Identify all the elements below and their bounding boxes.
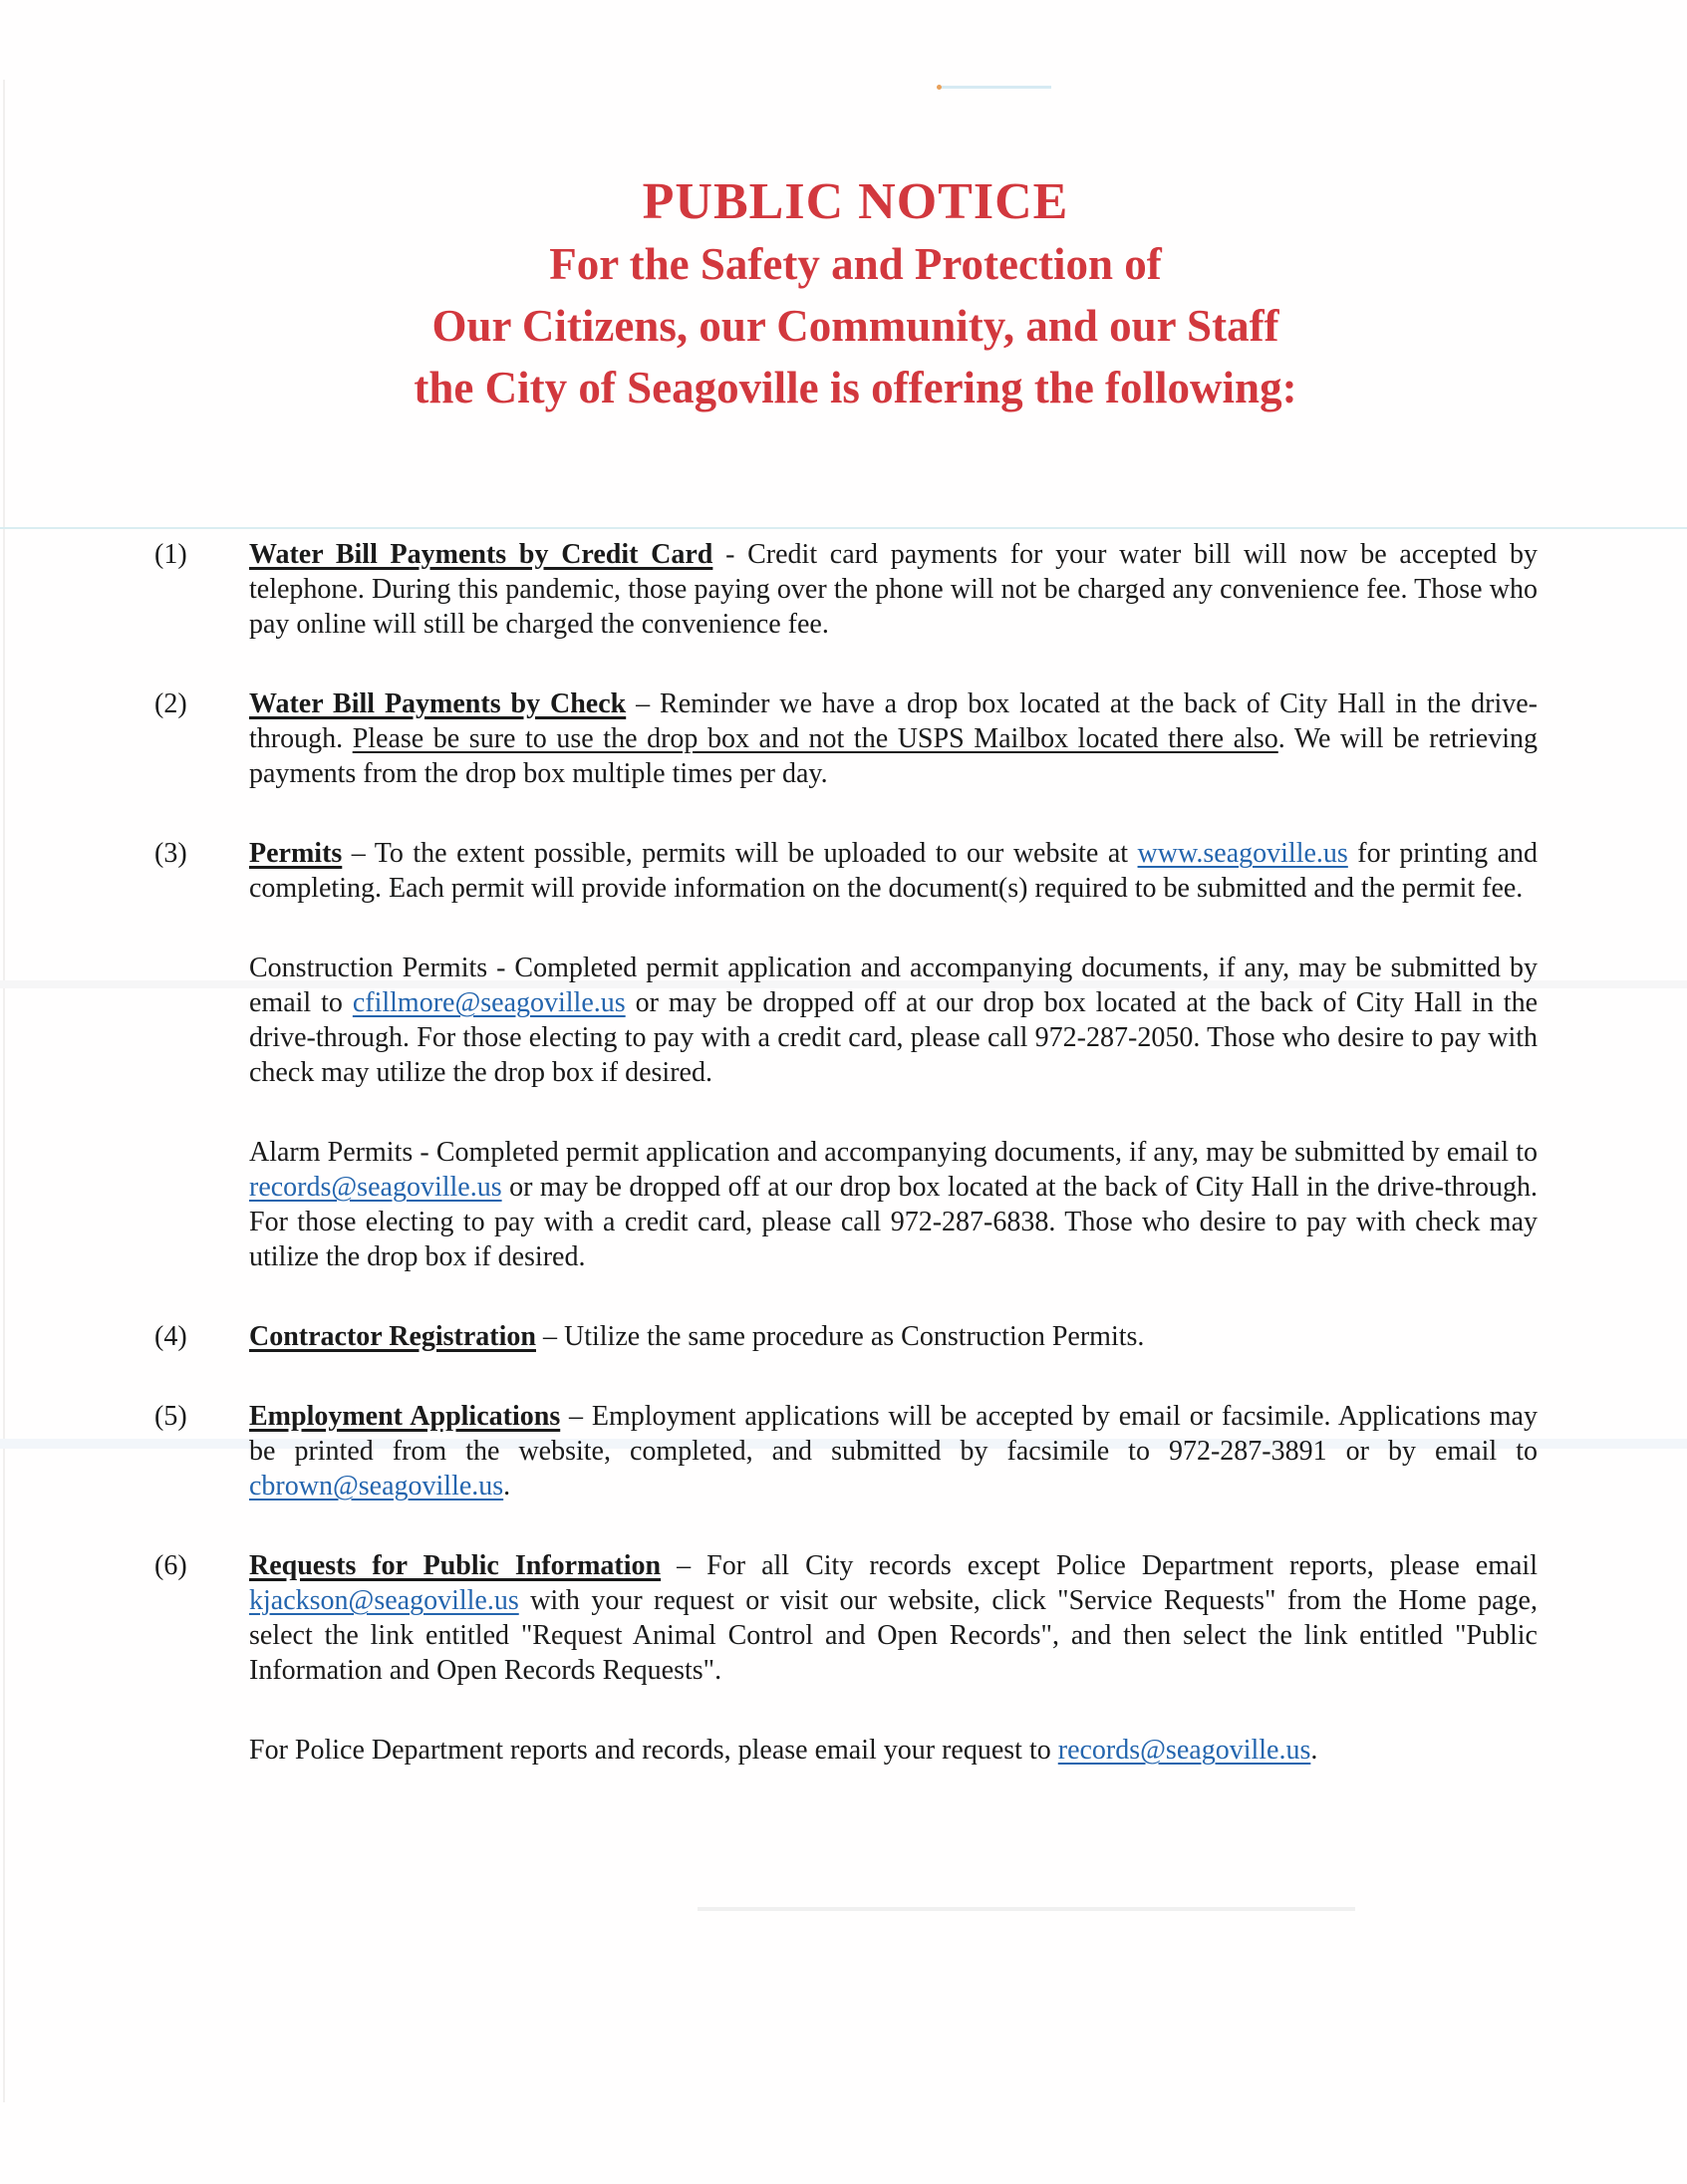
text-run: For Police Department reports and records, please email your request to — [249, 1735, 1058, 1766]
title-line-4: the City of Seagoville is offering the following: — [414, 363, 1297, 412]
title-line-1: PUBLIC NOTICE — [642, 173, 1069, 230]
notice-body — [154, 537, 1538, 1812]
notice-item — [154, 686, 1538, 791]
text-run: – For all City records except Police Department reports, please email — [661, 1550, 1538, 1581]
item-number — [154, 1733, 249, 1768]
item-text — [249, 1135, 1538, 1274]
item-number: (6) — [154, 1550, 187, 1581]
item-number: (1) — [154, 539, 187, 570]
item-text — [249, 686, 1538, 791]
item-heading: Contractor Registration — [249, 1321, 536, 1352]
notice-item — [154, 1548, 1538, 1688]
text-run: – To the extent possible, permits will be uploaded to our website at — [342, 838, 1138, 869]
text-run: . — [503, 1471, 511, 1502]
email-link[interactable]: kjackson@seagoville.us — [249, 1585, 519, 1616]
text-run: Alarm Permits - Completed permit application and accompanying documents, if any, may be submitted by email to — [249, 1137, 1538, 1168]
item-heading: Employment Applications — [249, 1401, 561, 1432]
item-number: (4) — [154, 1321, 187, 1352]
text-run: or may be dropped off at our drop box located at the back of City Hall in the drive-through. For those electing to pay with a credit card, please call 972-287-6838. Those who desire to pay with check may utilize the drop box if desired. — [249, 1172, 1538, 1272]
text-run: or may be dropped off at our drop box located at the back of City Hall in the drive-through. For those electing to pay with a credit card, please call 972-287-2050. Those who desire to pay with check may utilize the drop box if desired. — [249, 987, 1538, 1088]
item-heading: Water Bill Payments by Check — [249, 688, 627, 719]
text-run: . — [1310, 1735, 1318, 1766]
text-run: Construction Permits - Completed permit application and accompanying documents, if any, may be submitted by email to — [249, 953, 1538, 1018]
text-run: – Reminder we have a drop box located at the back of City Hall in the drive-through. — [249, 688, 1539, 754]
text-run: – Employment applications will be accepted by email or facsimile. Applications may be printed from the website, completed, and submitted by facsimile to 972-287-3891 or by email to — [249, 1401, 1538, 1467]
item-text — [249, 537, 1538, 642]
text-run: for printing and completing. Each permit will provide information on the document(s) required to be submitted and the permit fee. — [249, 838, 1538, 904]
item-number: (2) — [154, 688, 187, 719]
email-link[interactable]: records@seagoville.us — [249, 1172, 502, 1203]
item-number: (5) — [154, 1401, 187, 1432]
email-link[interactable]: cbrown@seagoville.us — [249, 1471, 504, 1502]
item-text — [249, 1399, 1538, 1503]
underlined-text: Please be sure to use the drop box and not the USPS Mailbox located there also — [352, 723, 1278, 754]
text-run: - Credit card payments for your water bill will now be accepted by telephone. During this pandemic, those paying over the phone will not be charged any convenience fee. Those who pay online will still be charged the convenience fee. — [249, 539, 1538, 640]
scan-artifact-band — [698, 1907, 1355, 1911]
item-number: (3) — [154, 838, 187, 869]
item-text — [249, 1733, 1538, 1768]
item-heading: Water Bill Payments by Credit Card — [249, 539, 713, 570]
notice-item — [154, 1135, 1538, 1274]
notice-item — [154, 836, 1538, 906]
title-line-3: Our Citizens, our Community, and our Staff — [431, 301, 1279, 351]
scan-artifact-rule — [0, 527, 1687, 529]
notice-item — [154, 1399, 1538, 1503]
item-heading: Requests for Public Information — [249, 1550, 662, 1581]
notice-title — [12, 171, 1687, 418]
notice-item — [154, 537, 1538, 642]
email-link[interactable]: records@seagoville.us — [1057, 1735, 1311, 1766]
item-text — [249, 836, 1538, 906]
item-text — [249, 951, 1538, 1090]
item-text — [249, 1319, 1538, 1354]
email-link[interactable]: cfillmore@seagoville.us — [352, 987, 626, 1018]
notice-item — [154, 1319, 1538, 1354]
text-run: . We will be retrieving payments from the drop box multiple times per day. — [249, 723, 1538, 789]
website-link[interactable]: www.seagoville.us — [1137, 838, 1348, 869]
title-line-2: For the Safety and Protection of — [549, 239, 1162, 289]
text-run: with your request or visit our website, click "Service Requests" from the Home page, select the link entitled "Request Animal Control and Open Records", and then select the link entitled "Public Information and Open Records Requests". — [249, 1585, 1538, 1686]
notice-item — [154, 951, 1538, 1090]
text-run: – Utilize the same procedure as Construction Permits. — [535, 1321, 1145, 1352]
notice-item — [154, 1733, 1538, 1768]
item-number — [154, 951, 249, 1090]
scan-artifact-top-line — [942, 86, 1051, 89]
scan-artifact-left-edge — [3, 80, 5, 2102]
item-heading: Permits — [249, 838, 343, 869]
item-text — [249, 1548, 1538, 1688]
item-number — [154, 1135, 249, 1274]
